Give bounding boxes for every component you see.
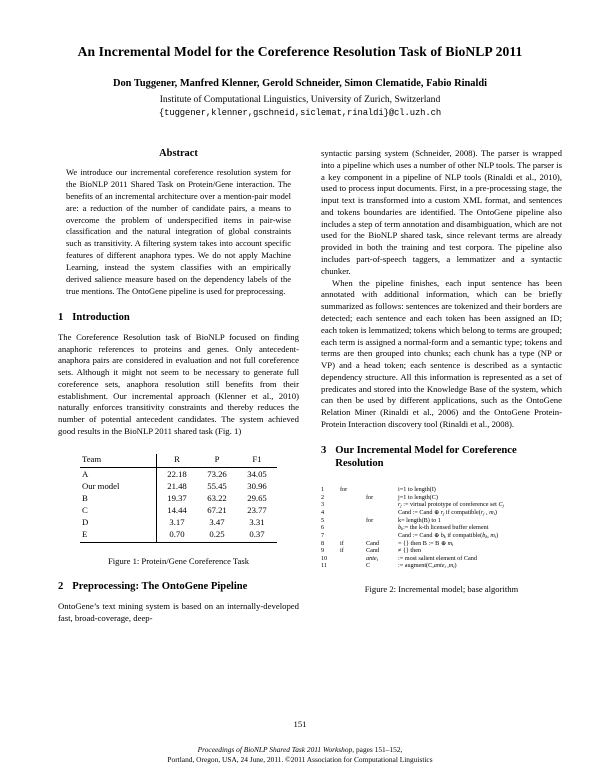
section2-paragraph: OntoGene’s text mining system is based on an internally-developed fast, broad-coverage, deep-: [58, 600, 299, 623]
algorithm-statement: $b_k:=$ the k-th licensed buffer element: [398, 524, 489, 532]
algorithm-line-number: 10: [321, 554, 328, 562]
table-row: [80, 467, 277, 481]
algorithm-keyword: [340, 494, 366, 502]
algorithm-keyword-2: [366, 502, 398, 510]
algorithm-statement: := augment(C,ante$_i$ $,m_i$): [398, 562, 457, 570]
email-line: {tuggener,klenner,gschneid,siclemat,rinaldi}@cl.uzh.ch: [158, 107, 442, 118]
algorithm-line-number: 8: [321, 539, 325, 547]
algorithm-line-number: 1: [321, 486, 325, 494]
table-header-row: [80, 454, 277, 468]
two-column-body: [0, 148, 600, 624]
paper-header: [0, 0, 600, 120]
algorithm-keyword: if: [340, 547, 344, 555]
algorithm-statement: Cand := Cand ⊕ $b_k$ if $compatible(b_k$, $m_i$): [398, 531, 499, 539]
algorithm-statement: $r_j$ := virtual prototype of coreference set $C_j$: [398, 501, 504, 509]
cell-team: A: [80, 467, 157, 481]
cell-recall: 19.37: [167, 493, 187, 504]
cell-f1: 23.77: [247, 505, 267, 516]
algorithm-keyword: [340, 532, 366, 540]
algorithm-keyword: [340, 525, 366, 533]
cell-precision: 67.21: [207, 505, 227, 516]
algorithm-statement: j=1 to length(C): [398, 493, 438, 501]
footer-line-2: Portland, Oregon, USA, 24 June, 2011. ©2011 Association for Computational Linguistics: [167, 754, 433, 764]
cell-team: Our model: [80, 481, 157, 493]
cell-recall: 22.18: [167, 469, 187, 480]
algorithm-keyword: if: [340, 539, 344, 547]
cell-precision: 63.22: [207, 493, 227, 504]
right-paragraph-2: When the pipeline finishes, each input sentence has been annotated with additional information, which can be briefly summarized as follows: sentences are tokenized and their borders are detected; each sentence and each token has been assigned an ID; each token is lemmatized; tokens which belong to terms are grouped; each term is assigned a normal-form and a semantic type; tokens and terms are then grouped into chunks; each chunk has a type (NP or VP) and a head token; each sentence is described as a syntactic dependency structure. All this information is represented as a set of predicates and stored into the Knowledge Base of the system, which can then be used by different applications, such as the OntoGene Relation Miner (Rinaldi et al., 2006) and the OntoGene Protein-Protein Interaction discovery tool (Rinaldi et al., 2008).: [321, 277, 562, 429]
algorithm-line-number: 5: [321, 516, 325, 524]
algorithm-keyword-2: [366, 525, 398, 533]
algorithm-statement: Cand := Cand ⊕ $r_j$ if $compatible(r_j$ , $m_i$): [398, 508, 497, 516]
cell-f1: 30.96: [247, 481, 267, 492]
author-list: Don Tuggener, Manfred Klenner, Gerold Schneider, Simon Clematide, Fabio Rinaldi: [112, 77, 487, 89]
algorithm-keyword: [340, 502, 366, 510]
footer-proceedings: Proceedings of BioNLP Shared Task 2011 Workshop,: [197, 745, 355, 754]
cell-recall: 14.44: [167, 505, 187, 516]
cell-f1: 0.37: [237, 529, 277, 543]
page-number: 151: [293, 719, 307, 729]
cell-team: C: [80, 505, 157, 517]
algorithm-statement: ≠ {} then: [398, 547, 422, 555]
algorithm-keyword-2: for: [366, 516, 374, 524]
algorithm-statement: k= length(B) to 1: [398, 516, 441, 524]
cell-precision: 55.45: [207, 481, 227, 492]
cell-precision: 0.25: [197, 529, 237, 543]
algorithm-line-number: 3: [321, 501, 325, 509]
figure-1-caption: Figure 1: Protein/Gene Coreference Task: [108, 555, 249, 566]
cell-f1: 34.05: [247, 469, 267, 480]
section-number: 2: [58, 580, 64, 592]
footer-pages: pages 151–152,: [354, 745, 403, 754]
table-row: [80, 481, 277, 493]
cell-team: B: [80, 493, 157, 505]
cell-f1: 3.31: [249, 516, 265, 527]
algorithm-statement: i=1 to length(I): [398, 486, 436, 494]
algorithm-keyword: for: [340, 486, 348, 494]
algorithm-body: [321, 487, 562, 571]
cell-precision: 73.26: [207, 469, 227, 480]
footer-line-1: [0, 745, 600, 755]
algorithm-keyword: [340, 509, 366, 517]
algorithm-keyword-2: ante$_i$: [366, 554, 378, 562]
algorithm-line-number: 7: [321, 531, 325, 539]
page-title: An Incremental Model for the Coreference Resolution Task of BioNLP 2011: [77, 44, 523, 59]
algorithm-keyword-2: [366, 509, 398, 517]
section-number: 1: [58, 311, 64, 323]
right-column: [321, 148, 562, 624]
column-header-recall: R: [157, 454, 198, 468]
algorithm-line: [321, 509, 562, 517]
column-header-team: Team: [80, 454, 157, 468]
algorithm-keyword-2: [366, 532, 398, 540]
section-heading-2: [58, 581, 299, 594]
cell-team: D: [80, 517, 157, 529]
table-row: [80, 505, 277, 517]
algorithm-line-number: 6: [321, 524, 325, 532]
cell-f1: 29.65: [247, 493, 267, 504]
cell-recall: 21.48: [167, 481, 187, 492]
algorithm-listing: [321, 487, 562, 571]
algorithm-line-number: 11: [321, 562, 327, 570]
column-header-f1: F1: [237, 454, 277, 468]
abstract-paragraph: We introduce our incremental coreference resolution system for the BioNLP 2011 Shared Task on Protein/Gene interaction. The benefits of an incremental architecture over a mention-pair model are: a reduction of the number of candidate pairs, a means to overcome the problem of underspecified items in pair-wise classification and the natural integration of global constraints such as transitivity. A filtering system takes into account specific features of different anaphora types. We do not apply Machine Learning, instead the system classifies with an empirically derived salience measure based on the dependency labels of the true mentions. The OntoGene pipeline is used for preprocessing.: [66, 167, 291, 296]
algorithm-line: [321, 532, 562, 540]
algorithm-line: [321, 540, 562, 548]
algorithm-keyword: [340, 517, 366, 525]
table-row: [80, 493, 277, 505]
section-heading-3: [321, 445, 562, 471]
right-paragraph-1: syntactic parsing system (Schneider, 2008). The parser is wrapped into a pipeline which uses a number of other NLP tools. The parser is a key component in a pipeline of NLP tools (Rinaldi et al., 2010), used to process input documents. First, in a pre-processing stage, the input text is transformed into a custom XML format, and sentences and tokens boundaries are identified. The OntoGene pipeline also includes a step of term annotation and disambiguation, which are not used for the BioNLP shared task, since relevant terms are already provided in both the training and test corpora. The pipeline also includes part-of-speech taggers, a lemmatizer and a syntactic chunker.: [321, 148, 562, 276]
cell-recall: 0.70: [157, 529, 198, 543]
cell-team: E: [80, 529, 157, 543]
cell-precision: 3.47: [209, 516, 225, 527]
figure-2-caption: Figure 2: Incremental model; base algorithm: [364, 583, 519, 594]
algorithm-line: [321, 563, 562, 571]
results-table-head: [80, 454, 277, 468]
algorithm-line-number: 9: [321, 547, 325, 555]
table-row: [80, 517, 277, 529]
algorithm-line-number: 4: [321, 508, 325, 516]
algorithm-keyword: [340, 555, 366, 563]
algorithm-keyword-2: Cand: [366, 547, 380, 555]
section-heading-1: [58, 312, 299, 325]
algorithm-keyword-2: Cand: [366, 539, 380, 547]
algorithm-statement: = {} then B := B ⊕ $m_i$: [398, 539, 454, 547]
section-title: Preprocessing: The OntoGene Pipeline: [72, 580, 248, 592]
algorithm-statement: := most salient element of Cand: [398, 554, 477, 562]
algorithm-keyword-2: [366, 487, 398, 495]
algorithm-keyword-2: for: [366, 493, 374, 501]
section-title: Introduction: [72, 311, 130, 323]
results-table: [80, 454, 277, 543]
algorithm-line: [321, 548, 562, 556]
left-column: [58, 148, 299, 624]
section-number: 3: [321, 444, 327, 456]
algorithm-line-number: 2: [321, 493, 325, 501]
algorithm-keyword-2: C: [366, 562, 371, 570]
algorithm-line: [321, 487, 562, 495]
section-title: Our Incremental Model for Coreference Resolution: [335, 444, 517, 469]
algorithm-keyword: [340, 563, 366, 571]
results-table-body: [80, 467, 277, 542]
page-footer: [0, 745, 600, 765]
figure-2: [321, 487, 562, 595]
abstract-heading: Abstract: [159, 148, 198, 159]
abstract-body: [58, 167, 299, 298]
cell-recall: 3.17: [169, 516, 185, 527]
affiliation: Institute of Computational Linguistics, University of Zurich, Switzerland: [159, 93, 441, 105]
table-row: [80, 529, 277, 543]
column-header-precision: P: [197, 454, 237, 468]
figure-1: [58, 454, 299, 567]
section1-paragraph: The Coreference Resolution task of BioNLP focused on finding anaphoric references to proteins and genes. Only antecedent-anaphora pairs are considered in evaluation and not full coreference sets. Although it might not seem to be necessary to generate full coreference sets, anaphora resolution still benefits from their establishment. Our incremental approach (Klenner et al., 2010) naturally enforces transitivity constraints and thereby reduces the number of potential antecedent candidates. The system achieved good results in the BioNLP 2011 shared task (Fig. 1): [58, 331, 299, 436]
